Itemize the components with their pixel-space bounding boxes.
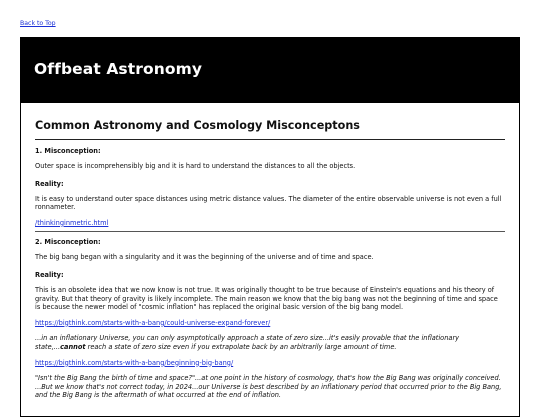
reality-text: This is an obsolete idea that we now know is not true. It was originally thought to be true because of Einstein's equations and his theory of gravity. But that theory of gravity is likely incomplete. The main reason we know that the big bang was not the beginning of time and space is because the newer model of "cosmic inflation" has replaced the original basic version of the big bang model.: [35, 285, 498, 312]
site-header: [21, 38, 519, 103]
misconception-label: 2. Misconception:: [35, 238, 101, 247]
item-divider: [35, 231, 505, 232]
back-to-top-link[interactable]: Back to Top: [20, 20, 56, 27]
main-content: [21, 103, 519, 400]
quote-1: [35, 334, 505, 351]
quote-1-bold: cannot: [60, 342, 86, 351]
site-title: Offbeat Astronomy: [34, 60, 203, 78]
misconception-item-2: [35, 238, 505, 400]
beginning-big-bang-link[interactable]: https://bigthink.com/starts-with-a-bang/beginning-big-bang/: [35, 358, 234, 367]
quote-1-post: reach a state of zero size even if you extrapolate back by an arbitrarily large amount of time.: [85, 342, 397, 351]
reality-label: Reality:: [35, 179, 64, 188]
reality-label: Reality:: [35, 270, 64, 279]
title-divider: [35, 139, 505, 140]
thinking-in-metric-link[interactable]: /thinkinginmetric.html: [35, 218, 109, 227]
page-title: Common Astronomy and Cosmology Misconceptons: [35, 119, 360, 132]
misconception-label: 1. Misconception:: [35, 147, 101, 155]
misconception-item-1: [35, 147, 505, 227]
page-container: [20, 37, 520, 417]
misconception-text: The big bang began with a singularity and it was the beginning of the universe and of time and space.: [35, 253, 374, 262]
misconception-text: Outer space is incomprehensibly big and it is hard to understand the distances to all the objects.: [35, 162, 356, 170]
back-to-top-wrap: [20, 20, 56, 28]
expand-forever-link[interactable]: https://bigthink.com/starts-with-a-bang/could-universe-expand-forever/: [35, 318, 271, 327]
reality-text: It is easy to understand outer space distances using metric distance values. The diameter of the entire observable universe is not even a full ronnameter.: [35, 194, 502, 212]
quote-2: "Isn't the Big Bang the birth of time and space?"...at one point in the history of cosmology, that's how the Big Bang was originally conceived. ...But we know that's not correct today, in 2024...our Universe is best described by an inflationary period that occurred prior to the Big Bang, and the Big Bang is the aftermath of what occurred at the end of inflation.: [35, 374, 502, 400]
quote-1-pre: ...in an inflationary Universe, you can only asymptotically approach a state of zero size...it's easily provable that the inflationary state,...: [35, 334, 460, 351]
